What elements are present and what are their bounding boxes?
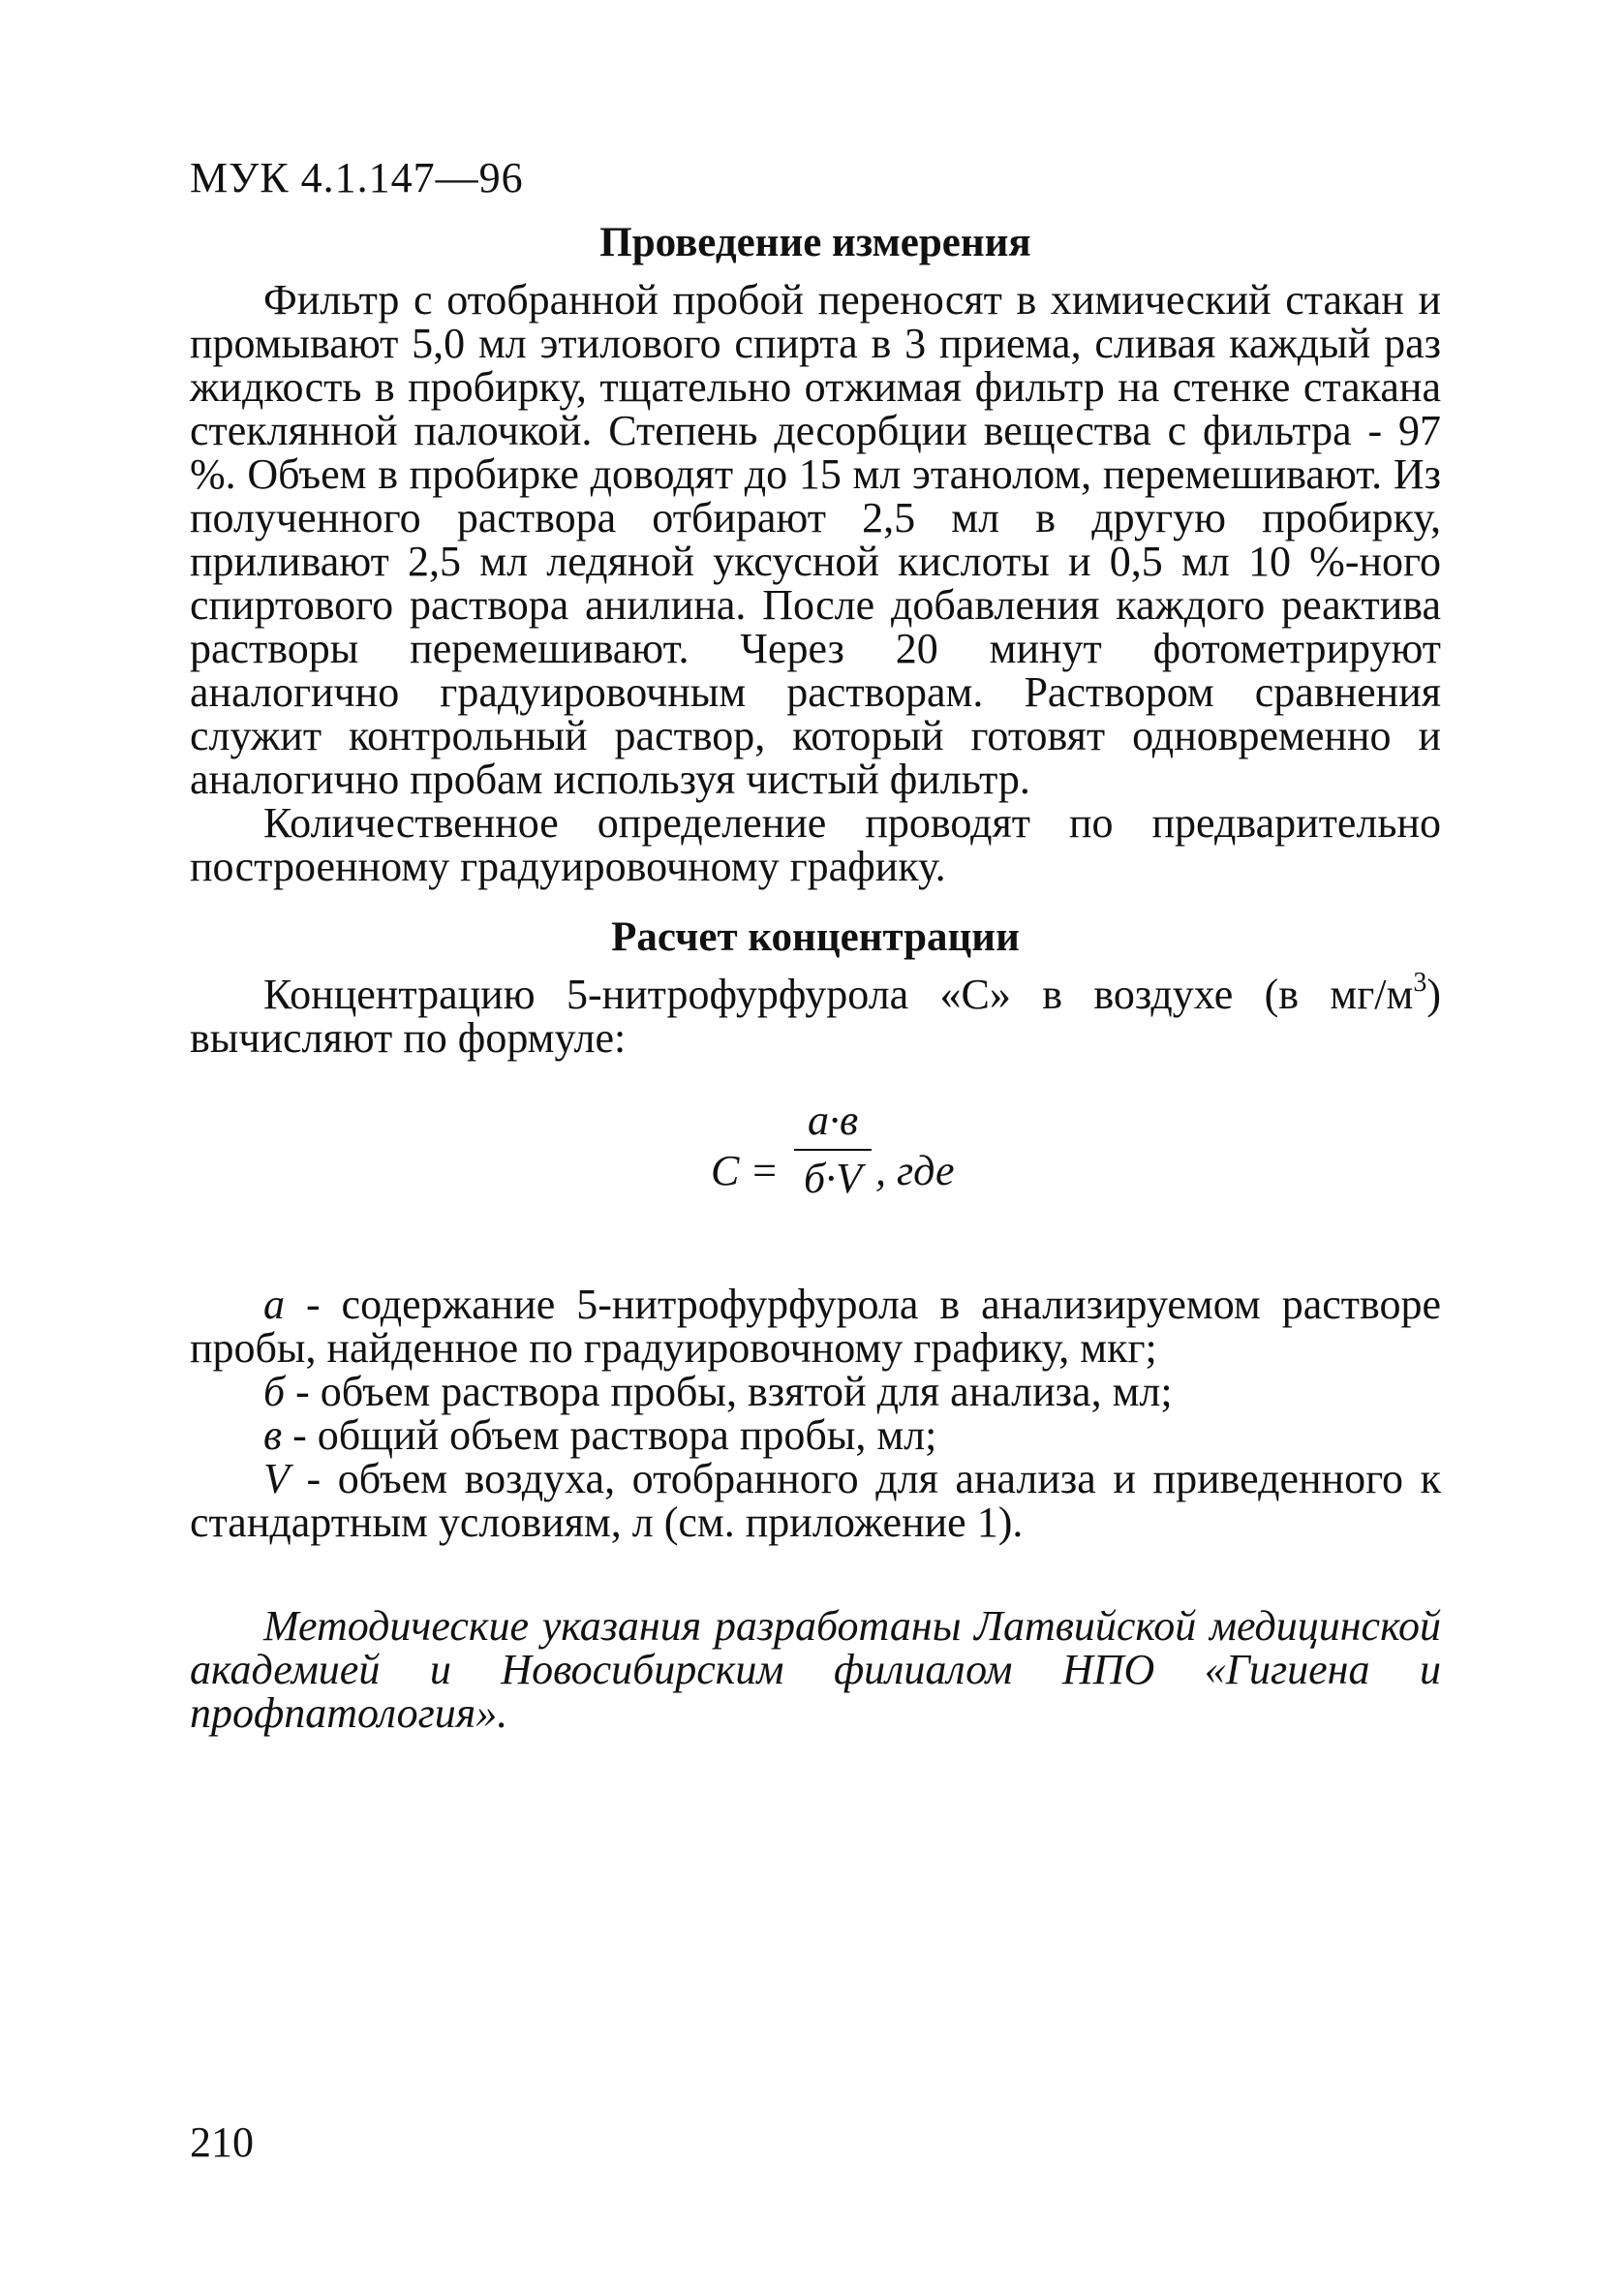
symbol-v: в: [263, 1411, 283, 1459]
definition-volume-text: - объем воздуха, отобранного для анализа и приведенного к стандартным условиям, л (см. приложение 1).: [190, 1455, 1441, 1546]
definition-a: [190, 1283, 1441, 1370]
page-content: [190, 221, 1441, 1778]
definition-a-text: - содержание 5-нитрофурфурола в анализируемом растворе пробы, найденное по градуировочному графику, мкг;: [190, 1281, 1441, 1372]
measurement-paragraph-2: Количественное определение проводят по предварительно построенному градуировочному графику.: [190, 799, 1441, 890]
page-number: 210: [190, 2118, 254, 2166]
fraction-bar: [794, 1149, 872, 1151]
symbol-b: б: [263, 1368, 286, 1415]
symbol-volume: V: [263, 1455, 290, 1502]
calculation-intro: [190, 968, 1441, 1062]
formula-tail: , где: [875, 1147, 955, 1194]
definition-b-text: - объем раствора пробы, взятой для анализа, мл;: [285, 1368, 1173, 1415]
measurement-paragraph-1: Фильтр с отобранной пробой переносят в химический стакан и промывают 5,0 мл этилового спирта в 3 приема, сливая каждый раз жидкость в пробирку, тщательно отжимая фильтр на стенке стакана стеклянной палочкой. Степень десорбции вещества с фильтра - 97 %. Объем в пробирке доводят до 15 мл этанолом, перемешивают. Из полученного раствора отбирают 2,5 мл в другую пробирку, приливают 2,5 мл ледяной уксусной кислоты и 0,5 мл 10 %-ного спиртового раствора анилина. После добавления каждого реактива растворы перемешивают. Через 20 минут фотометрируют аналогично градуировочным растворам. Раствором сравнения служит контрольный раствор, который готовят одновременно и аналогично пробам используя чистый фильтр.: [190, 276, 1441, 803]
symbol-a: а: [263, 1281, 285, 1328]
definition-v: [190, 1413, 1441, 1457]
formula-lhs: C =: [711, 1147, 780, 1194]
formula-denominator: б·V: [803, 1155, 862, 1202]
definition-b: [190, 1370, 1441, 1413]
concentration-formula: [190, 1098, 1441, 1244]
definition-volume: [190, 1457, 1441, 1544]
variable-definitions: [190, 1283, 1441, 1544]
formula-numerator: а·в: [807, 1097, 859, 1144]
intro-text-end: ) вычисляют по формуле:: [190, 971, 1441, 1062]
intro-text-start: Концентрацию 5-нитрофурфурола «C» в воздухе (в мг/м: [263, 971, 1414, 1018]
running-head: МУК 4.1.147—96: [190, 154, 524, 201]
credit-note: Методические указания разработаны Латвийской медицинской академией и Новосибирским филиалом НПО «Гигиена и профпатология».: [190, 1602, 1441, 1737]
section-heading-calculation: Расчет концентрации: [611, 914, 1020, 960]
intro-superscript: 3: [1413, 968, 1427, 999]
section-heading-measurement: Проведение измерения: [599, 220, 1031, 265]
formula-fraction: [794, 1098, 872, 1200]
definition-v-text: - общий объем раствора пробы, мл;: [282, 1411, 937, 1459]
